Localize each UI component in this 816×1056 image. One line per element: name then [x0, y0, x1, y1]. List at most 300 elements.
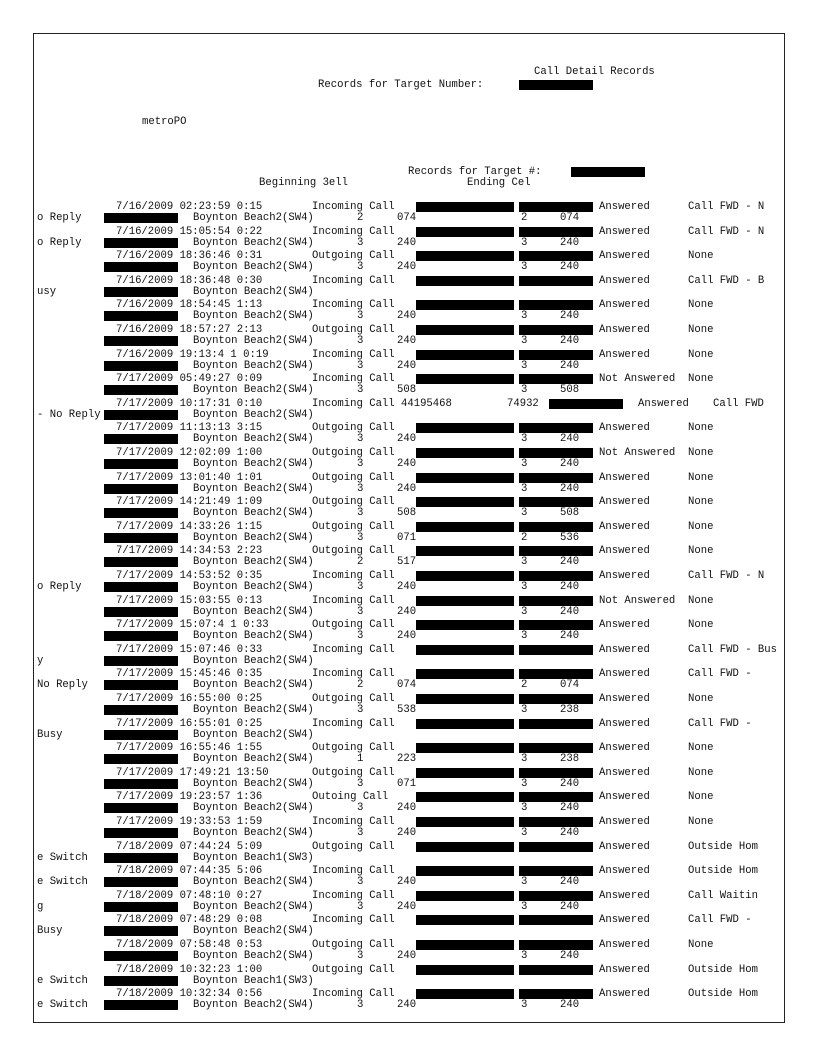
record-sector-id: 240	[397, 237, 417, 249]
record-status: Answered	[599, 275, 650, 287]
record-feature: Call FWD - N	[688, 226, 765, 238]
record-end-sector: 2	[521, 212, 528, 224]
record-end-sector-id: 238	[560, 704, 580, 716]
record-sector-id: 240	[397, 483, 417, 495]
record-datetime: 7/16/2009 18:57:27 2:13	[116, 324, 263, 336]
record-end-sector-id: 074	[560, 212, 580, 224]
redaction-bar	[104, 238, 178, 248]
record-call-type: Incoming Call	[312, 201, 395, 213]
record-sector: 2	[357, 679, 364, 691]
redaction-bar	[104, 754, 178, 764]
record-status: Answered	[638, 398, 689, 410]
record-feature: None	[688, 349, 714, 361]
record-feature-continued: o Reply	[37, 237, 82, 249]
redaction-bar	[104, 459, 178, 469]
record-end-sector-id: 536	[560, 532, 580, 544]
record-end-sector-id: 240	[560, 433, 580, 445]
record-sector: 3	[357, 261, 364, 273]
record-end-sector: 3	[521, 433, 528, 445]
redaction-bar	[416, 374, 514, 384]
record-end-sector-id: 240	[560, 876, 580, 888]
ending-cell-header: Ending Cel	[467, 177, 531, 189]
record-call-type: Incoming Call	[312, 570, 395, 582]
redaction-bar	[519, 965, 593, 975]
record-cell-site: Boynton Beach2(SW4)	[193, 655, 314, 667]
record-feature-continued: usy	[37, 286, 57, 298]
record-end-sector: 3	[521, 999, 528, 1011]
record-cell-site: Boynton Beach2(SW4)	[193, 286, 314, 298]
record-cell-site: Boynton Beach2(SW4)	[193, 999, 314, 1011]
redaction-bar	[416, 866, 514, 876]
redaction-bar	[416, 891, 514, 901]
redaction-bar	[104, 262, 178, 272]
record-end-sector: 3	[521, 901, 528, 913]
redaction-bar	[519, 596, 593, 606]
record-end-sector: 3	[521, 556, 528, 568]
redaction-bar	[519, 325, 593, 335]
record-status: Answered	[599, 324, 650, 336]
record-cell-site: Boynton Beach1(SW3)	[193, 852, 314, 864]
redaction-bar	[104, 976, 178, 986]
record-end-sector: 3	[521, 261, 528, 273]
record-status: Answered	[599, 545, 650, 557]
record-status: Answered	[599, 791, 650, 803]
record-datetime: 7/17/2009 19:23:57 1:36	[116, 791, 263, 803]
redaction-bar	[519, 669, 593, 679]
record-end-sector-id: 240	[560, 802, 580, 814]
record-call-type: Outgoing Call	[312, 496, 395, 508]
record-extra-number: 74932	[507, 398, 539, 410]
record-feature: Call FWD - N	[688, 570, 765, 582]
record-end-sector-id: 240	[560, 950, 580, 962]
redaction-bar	[416, 350, 514, 360]
record-call-type: Outoing Call	[312, 791, 389, 803]
record-sector-id: 517	[397, 556, 417, 568]
record-sector: 3	[357, 704, 364, 716]
redaction-bar	[416, 546, 514, 556]
redaction-bar	[519, 989, 593, 999]
record-sector: 3	[357, 384, 364, 396]
redaction-bar	[104, 779, 178, 789]
record-datetime: 7/17/2009 15:07:4 1 0:33	[116, 619, 269, 631]
record-sector-id: 223	[397, 753, 417, 765]
record-end-sector-id: 240	[560, 237, 580, 249]
redaction-bar	[519, 251, 593, 261]
record-cell-site: Boynton Beach2(SW4)	[193, 310, 314, 322]
redaction-bar	[104, 656, 178, 666]
record-cell-site: Boynton Beach2(SW4)	[193, 237, 314, 249]
record-end-sector: 3	[521, 630, 528, 642]
redaction-bar	[519, 817, 593, 827]
record-datetime: 7/17/2009 15:07:46 0:33	[116, 644, 263, 656]
redaction-bar	[416, 423, 514, 433]
record-cell-site: Boynton Beach2(SW4)	[193, 876, 314, 888]
record-datetime: 7/17/2009 15:03:55 0:13	[116, 595, 263, 607]
record-call-type: Incoming Call	[312, 299, 395, 311]
redaction-bar	[104, 680, 178, 690]
record-sector: 3	[357, 335, 364, 347]
record-feature: Call FWD - N	[688, 201, 765, 213]
record-feature: None	[688, 791, 714, 803]
redaction-bar	[416, 596, 514, 606]
target-number-label: Records for Target Number:	[318, 79, 484, 91]
record-sector-id: 074	[397, 679, 417, 691]
record-sector-id: 240	[397, 999, 417, 1011]
redaction-bar	[519, 423, 593, 433]
record-status: Answered	[599, 890, 650, 902]
record-sector: 3	[357, 630, 364, 642]
redaction-bar	[519, 546, 593, 556]
record-status: Answered	[599, 841, 650, 853]
record-feature: None	[688, 250, 714, 262]
record-datetime: 7/17/2009 14:53:52 0:35	[116, 570, 263, 582]
redaction-bar	[104, 902, 178, 912]
record-feature: None	[688, 299, 714, 311]
record-end-sector: 2	[521, 679, 528, 691]
record-sector: 3	[357, 802, 364, 814]
record-sector: 3	[357, 999, 364, 1011]
record-feature: Call FWD - Bus	[688, 644, 778, 656]
record-end-sector: 3	[521, 802, 528, 814]
record-sector-id: 240	[397, 581, 417, 593]
record-end-sector: 3	[521, 827, 528, 839]
record-call-type: Outgoing Call	[312, 619, 395, 631]
record-end-sector-id: 508	[560, 384, 580, 396]
record-cell-site: Boynton Beach2(SW4)	[193, 261, 314, 273]
redaction-bar	[104, 853, 178, 863]
record-end-sector-id: 240	[560, 310, 580, 322]
record-status: Answered	[599, 422, 650, 434]
redaction-bar	[519, 80, 593, 90]
record-feature: None	[688, 595, 714, 607]
record-cell-site: Boynton Beach2(SW4)	[193, 433, 314, 445]
record-feature: None	[688, 324, 714, 336]
record-end-sector-id: 508	[560, 507, 580, 519]
record-datetime: 7/16/2009 18:54:45 1:13	[116, 299, 263, 311]
record-feature: None	[688, 619, 714, 631]
record-feature: None	[688, 816, 714, 828]
redaction-bar	[104, 287, 178, 297]
record-datetime: 7/16/2009 18:36:46 0:31	[116, 250, 263, 262]
redaction-bar	[519, 915, 593, 925]
record-feature: Outside Hom	[688, 865, 758, 877]
record-feature: Outside Hom	[688, 964, 758, 976]
record-call-type: Outgoing Call	[312, 324, 395, 336]
redaction-bar	[104, 213, 178, 223]
redaction-bar	[416, 473, 514, 483]
record-end-sector: 3	[521, 606, 528, 618]
record-call-type: Outgoing Call	[312, 447, 395, 459]
record-status: Answered	[599, 816, 650, 828]
record-status: Answered	[599, 496, 650, 508]
record-datetime: 7/17/2009 10:17:31 0:10	[116, 398, 263, 410]
redaction-bar	[416, 792, 514, 802]
record-feature: None	[688, 496, 714, 508]
redaction-bar	[416, 522, 514, 532]
record-sector: 3	[357, 237, 364, 249]
redaction-bar	[519, 276, 593, 286]
record-feature-continued: e Switch	[37, 999, 88, 1011]
record-call-type: Incoming Call	[312, 914, 395, 926]
redaction-bar	[416, 251, 514, 261]
record-end-sector-id: 240	[560, 999, 580, 1011]
record-end-sector: 3	[521, 950, 528, 962]
record-datetime: 7/17/2009 16:55:01 0:25	[116, 718, 263, 730]
redaction-bar	[104, 877, 178, 887]
record-feature: Call FWD	[713, 398, 764, 410]
redaction-bar	[416, 497, 514, 507]
redaction-bar	[416, 915, 514, 925]
record-feature-continued: y	[37, 655, 44, 667]
record-end-sector: 3	[521, 384, 528, 396]
record-call-type: Outgoing Call	[312, 521, 395, 533]
record-feature: None	[688, 447, 714, 459]
record-end-sector-id: 074	[560, 679, 580, 691]
record-sector: 2	[357, 212, 364, 224]
redaction-bar	[519, 374, 593, 384]
redaction-bar	[104, 434, 178, 444]
record-end-sector: 3	[521, 507, 528, 519]
record-cell-site: Boynton Beach2(SW4)	[193, 556, 314, 568]
redaction-bar	[519, 350, 593, 360]
record-sector: 1	[357, 753, 364, 765]
record-sector: 3	[357, 310, 364, 322]
redaction-bar	[519, 227, 593, 237]
record-feature-continued: Busy	[37, 925, 63, 937]
record-datetime: 7/18/2009 07:48:29 0:08	[116, 914, 263, 926]
record-datetime: 7/17/2009 14:33:26 1:15	[116, 521, 263, 533]
redaction-bar	[519, 571, 593, 581]
redaction-bar	[104, 361, 178, 371]
record-sector-id: 240	[397, 433, 417, 445]
record-datetime: 7/17/2009 15:45:46 0:35	[116, 668, 263, 680]
record-sector: 3	[357, 507, 364, 519]
record-sector-id: 240	[397, 360, 417, 372]
record-datetime: 7/16/2009 19:13:4 1 0:19	[116, 349, 269, 361]
record-sector: 3	[357, 433, 364, 445]
record-datetime: 7/18/2009 07:58:48 0:53	[116, 939, 263, 951]
record-datetime: 7/17/2009 16:55:00 0:25	[116, 693, 263, 705]
record-feature: None	[688, 373, 714, 385]
record-cell-site: Boynton Beach2(SW4)	[193, 458, 314, 470]
record-cell-site: Boynton Beach2(SW4)	[193, 950, 314, 962]
record-cell-site: Boynton Beach2(SW4)	[193, 729, 314, 741]
record-feature: None	[688, 521, 714, 533]
record-status: Answered	[599, 250, 650, 262]
redaction-bar	[104, 705, 178, 715]
record-call-type: Incoming Call	[312, 275, 395, 287]
record-datetime: 7/16/2009 18:36:48 0:30	[116, 275, 263, 287]
record-status: Answered	[599, 201, 650, 213]
record-sector: 3	[357, 532, 364, 544]
record-feature: None	[688, 545, 714, 557]
redaction-bar	[519, 473, 593, 483]
record-datetime: 7/17/2009 14:21:49 1:09	[116, 496, 263, 508]
record-end-sector: 3	[521, 876, 528, 888]
redaction-bar	[519, 768, 593, 778]
record-feature-continued: - No Reply	[37, 409, 101, 421]
redaction-bar	[519, 645, 593, 655]
record-end-sector: 3	[521, 483, 528, 495]
record-sector-id: 074	[397, 212, 417, 224]
redaction-bar	[519, 891, 593, 901]
record-status: Answered	[599, 742, 650, 754]
redaction-bar	[416, 227, 514, 237]
redaction-bar	[416, 620, 514, 630]
record-datetime: 7/16/2009 15:05:54 0:22	[116, 226, 263, 238]
record-sector-id: 240	[397, 310, 417, 322]
record-end-sector-id: 240	[560, 630, 580, 642]
redaction-bar	[416, 768, 514, 778]
record-feature-continued: e Switch	[37, 975, 88, 987]
record-end-sector: 3	[521, 704, 528, 716]
redaction-bar	[104, 926, 178, 936]
redaction-bar	[104, 336, 178, 346]
record-sector: 3	[357, 827, 364, 839]
record-cell-site: Boynton Beach2(SW4)	[193, 532, 314, 544]
record-call-type: Outgoing Call	[312, 964, 395, 976]
record-call-type: Incoming Call 44195468	[312, 398, 452, 410]
record-status: Answered	[599, 988, 650, 1000]
record-sector: 3	[357, 360, 364, 372]
record-status: Answered	[599, 472, 650, 484]
record-feature: Outside Hom	[688, 841, 758, 853]
record-end-sector: 3	[521, 310, 528, 322]
redaction-bar	[104, 557, 178, 567]
record-datetime: 7/17/2009 05:49:27 0:09	[116, 373, 263, 385]
record-sector-id: 240	[397, 950, 417, 962]
record-cell-site: Boynton Beach2(SW4)	[193, 753, 314, 765]
record-call-type: Incoming Call	[312, 865, 395, 877]
record-sector-id: 071	[397, 532, 417, 544]
record-status: Not Answered	[599, 595, 676, 607]
record-end-sector-id: 240	[560, 581, 580, 593]
record-datetime: 7/17/2009 16:55:46 1:55	[116, 742, 263, 754]
redaction-bar	[519, 842, 593, 852]
redaction-bar	[519, 866, 593, 876]
record-status: Answered	[599, 521, 650, 533]
record-end-sector-id: 240	[560, 606, 580, 618]
redaction-bar	[519, 497, 593, 507]
record-sector: 3	[357, 778, 364, 790]
record-datetime: 7/18/2009 10:32:23 1:00	[116, 964, 263, 976]
record-sector-id: 240	[397, 335, 417, 347]
record-status: Answered	[599, 668, 650, 680]
record-status: Answered	[599, 939, 650, 951]
redaction-bar	[519, 694, 593, 704]
redaction-bar	[104, 311, 178, 321]
record-status: Answered	[599, 226, 650, 238]
redaction-bar	[416, 743, 514, 753]
redaction-bar	[549, 399, 623, 409]
redaction-bar	[416, 276, 514, 286]
redaction-bar	[416, 842, 514, 852]
record-status: Not Answered	[599, 373, 676, 385]
redaction-bar	[104, 730, 178, 740]
record-end-sector: 3	[521, 360, 528, 372]
redaction-bar	[104, 631, 178, 641]
record-sector: 3	[357, 876, 364, 888]
record-call-type: Incoming Call	[312, 226, 395, 238]
redaction-bar	[104, 484, 178, 494]
redaction-bar	[104, 508, 178, 518]
record-sector: 2	[357, 556, 364, 568]
record-sector-id: 508	[397, 384, 417, 396]
record-datetime: 7/18/2009 07:44:35 5:06	[116, 865, 263, 877]
record-call-type: Outgoing Call	[312, 767, 395, 779]
record-status: Answered	[599, 767, 650, 779]
record-feature: None	[688, 767, 714, 779]
record-feature: Call FWD -	[688, 914, 752, 926]
record-sector-id: 240	[397, 876, 417, 888]
record-feature: Call FWD -	[688, 718, 752, 730]
redaction-bar	[104, 385, 178, 395]
record-datetime: 7/18/2009 07:44:24 5:09	[116, 841, 263, 853]
record-call-type: Incoming Call	[312, 668, 395, 680]
record-call-type: Outgoing Call	[312, 693, 395, 705]
redaction-bar	[416, 448, 514, 458]
page-title: Call Detail Records	[534, 66, 655, 78]
record-sector-id: 071	[397, 778, 417, 790]
record-datetime: 7/16/2009 02:23:59 0:15	[116, 201, 263, 213]
record-end-sector: 3	[521, 335, 528, 347]
redaction-bar	[104, 582, 178, 592]
record-cell-site: Boynton Beach2(SW4)	[193, 802, 314, 814]
record-status: Answered	[599, 349, 650, 361]
record-sector-id: 240	[397, 606, 417, 618]
record-feature: None	[688, 742, 714, 754]
record-cell-site: Boynton Beach2(SW4)	[193, 581, 314, 593]
redaction-bar	[519, 792, 593, 802]
record-call-type: Incoming Call	[312, 890, 395, 902]
record-call-type: Incoming Call	[312, 373, 395, 385]
record-cell-site: Boynton Beach1(SW3)	[193, 975, 314, 987]
redaction-bar	[104, 803, 178, 813]
redaction-bar	[416, 202, 514, 212]
record-cell-site: Boynton Beach2(SW4)	[193, 409, 314, 421]
redaction-bar	[104, 410, 178, 420]
record-feature: Outside Hom	[688, 988, 758, 1000]
record-feature-continued: g	[37, 901, 44, 913]
record-status: Answered	[599, 619, 650, 631]
record-call-type: Outgoing Call	[312, 841, 395, 853]
record-feature: None	[688, 939, 714, 951]
record-sector: 3	[357, 950, 364, 962]
record-feature-continued: Busy	[37, 729, 63, 741]
redaction-bar	[519, 522, 593, 532]
record-sector-id: 240	[397, 458, 417, 470]
beginning-cell-header: Beginning 3ell	[259, 177, 349, 189]
record-end-sector-id: 240	[560, 901, 580, 913]
record-sector: 3	[357, 606, 364, 618]
record-cell-site: Boynton Beach2(SW4)	[193, 630, 314, 642]
redaction-bar	[104, 951, 178, 961]
record-call-type: Outgoing Call	[312, 472, 395, 484]
redaction-bar	[416, 571, 514, 581]
record-status: Answered	[599, 570, 650, 582]
record-end-sector-id: 240	[560, 335, 580, 347]
record-call-type: Outgoing Call	[312, 545, 395, 557]
record-call-type: Outgoing Call	[312, 422, 395, 434]
record-sector-id: 240	[397, 261, 417, 273]
redaction-bar	[104, 828, 178, 838]
record-status: Answered	[599, 865, 650, 877]
record-end-sector-id: 240	[560, 360, 580, 372]
record-datetime: 7/17/2009 13:01:40 1:01	[116, 472, 263, 484]
record-end-sector: 3	[521, 458, 528, 470]
redaction-bar	[416, 817, 514, 827]
record-cell-site: Boynton Beach2(SW4)	[193, 704, 314, 716]
